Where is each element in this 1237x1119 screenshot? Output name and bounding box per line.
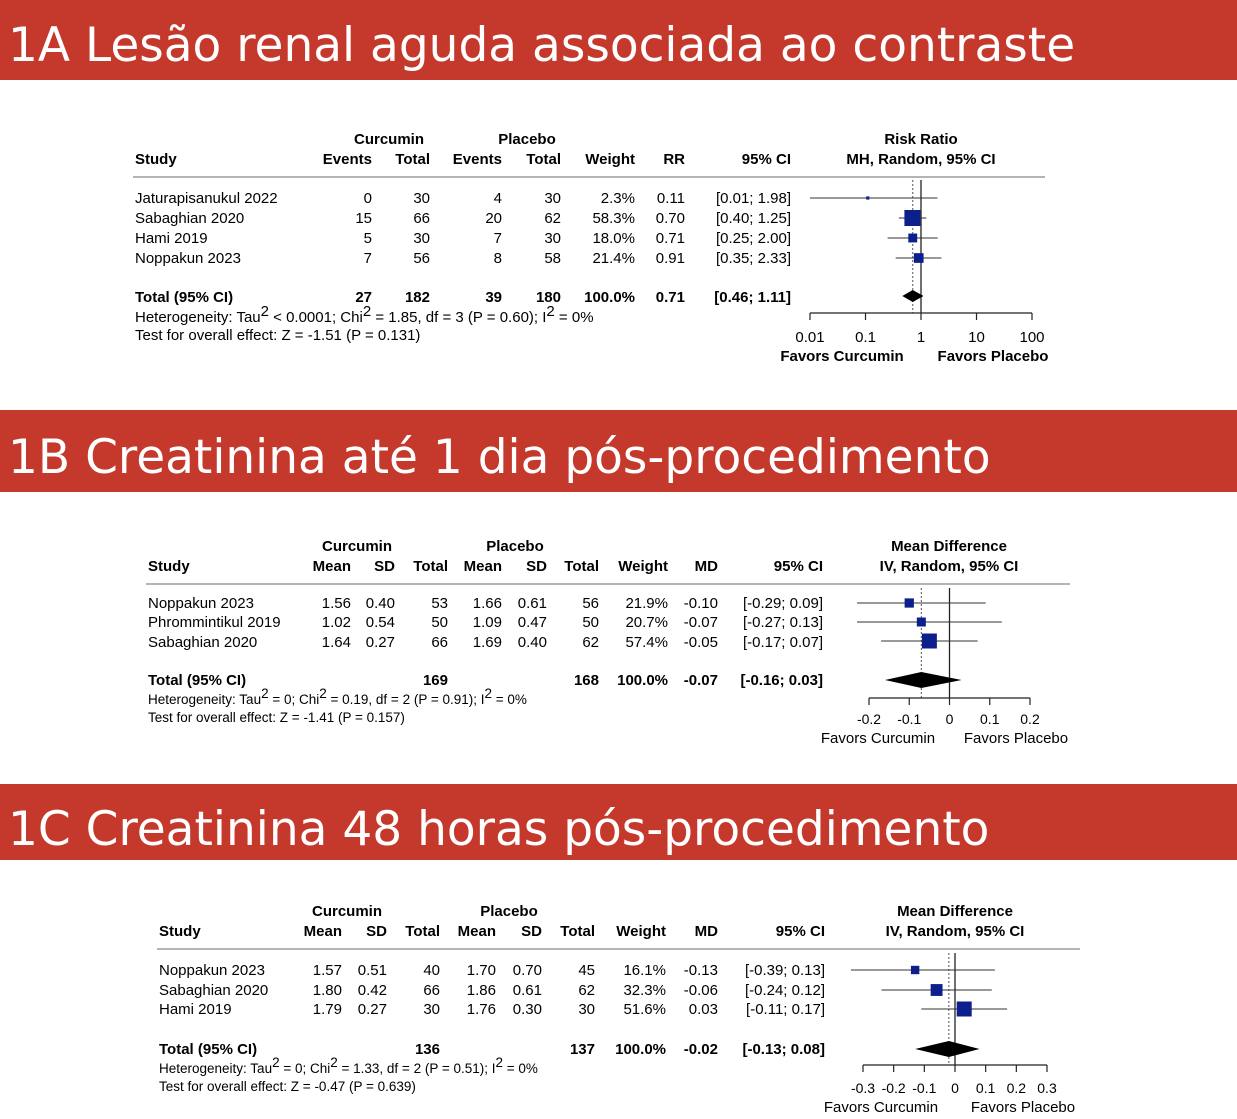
row-study-name: Phrommintikul 2019	[148, 614, 281, 631]
row-cell: 30	[413, 190, 430, 207]
row-cell: [-0.11; 0.17]	[746, 1001, 825, 1018]
plot-area-b	[857, 588, 1040, 727]
col-header: Total	[405, 923, 440, 940]
row-cell: [-0.17; 0.07]	[742, 634, 823, 651]
x-axis-tick-label: 0.2	[1006, 1080, 1027, 1096]
total-cell: [-0.13; 0.08]	[742, 1041, 825, 1058]
heterogeneity-text: Heterogeneity: Tau2 < 0.0001; Chi2 = 1.85, df = 3 (P = 0.60); I2 = 0%	[135, 303, 594, 326]
row-cell: 0.11	[656, 190, 685, 207]
col-header: Total	[564, 558, 599, 575]
plot-title: Mean Difference	[897, 903, 1013, 920]
plot-subtitle: IV, Random, 95% CI	[885, 923, 1025, 940]
row-cell: 5	[363, 230, 372, 247]
plot-title: Risk Ratio	[884, 131, 958, 148]
col-header: MD	[694, 923, 718, 940]
x-axis-tick-label: -0.3	[850, 1080, 876, 1096]
x-axis-tick-label: 0.3	[1037, 1080, 1057, 1096]
row-cell: 0.03	[688, 1001, 718, 1018]
study-estimate-square	[914, 253, 924, 263]
row-cell: 0.51	[357, 962, 387, 979]
x-axis-tick-label: -0.2	[856, 711, 882, 727]
row-cell: 62	[582, 634, 599, 651]
x-axis-tick-label: 10	[968, 329, 985, 346]
row-cell: 58.3%	[592, 210, 635, 227]
total-cell: 169	[422, 672, 448, 689]
col-header: RR	[663, 151, 685, 168]
group-label-placebo: Placebo	[486, 538, 544, 555]
study-header: Study	[159, 923, 201, 940]
row-cell: 0.40	[517, 634, 547, 651]
row-cell: 30	[423, 1001, 440, 1018]
forest-plot-b	[0, 510, 1237, 790]
overall-effect-text: Test for overall effect: Z = -0.47 (P = 0.639)	[159, 1079, 416, 1094]
row-cell: 0.40	[365, 595, 395, 612]
row-cell: 0	[363, 190, 372, 207]
total-cell: 27	[355, 289, 372, 306]
row-cell: 40	[423, 962, 440, 979]
col-header: Total	[560, 923, 595, 940]
row-cell: 0.61	[517, 595, 547, 612]
col-header: Weight	[585, 151, 635, 168]
row-cell: 30	[578, 1001, 595, 1018]
total-label: Total (95% CI)	[135, 289, 234, 306]
row-cell: [-0.29; 0.09]	[742, 595, 823, 612]
study-estimate-square	[957, 1002, 972, 1017]
row-cell: 45	[578, 962, 595, 979]
row-cell: 58	[544, 250, 561, 267]
favors-left-label: Favors Curcumin	[780, 348, 904, 365]
pooled-estimate-diamond	[902, 290, 923, 302]
row-cell: 4	[493, 190, 502, 207]
heterogeneity-text: Heterogeneity: Tau2 = 0; Chi2 = 1.33, df = 2 (P = 0.51); I2 = 0%	[159, 1055, 538, 1076]
row-cell: 30	[544, 230, 561, 247]
col-header: MD	[694, 558, 718, 575]
row-cell: 0.61	[512, 982, 542, 999]
overall-effect-text: Test for overall effect: Z = -1.51 (P = 0.131)	[135, 327, 421, 344]
row-cell: 50	[431, 614, 448, 631]
row-cell: 21.9%	[625, 595, 668, 612]
row-cell: -0.05	[683, 634, 718, 651]
total-cell: 168	[573, 672, 599, 689]
study-estimate-square	[917, 617, 926, 626]
pooled-estimate-diamond	[915, 1041, 979, 1057]
row-cell: 0.70	[512, 962, 542, 979]
row-cell: 51.6%	[623, 1001, 666, 1018]
row-cell: 1.02	[321, 614, 351, 631]
study-estimate-square	[905, 598, 914, 607]
total-cell: 100.0%	[615, 1041, 666, 1058]
row-cell: 0.47	[517, 614, 547, 631]
total-cell: [-0.16; 0.03]	[740, 672, 823, 689]
col-header: Weight	[616, 923, 666, 940]
row-cell: -0.06	[683, 982, 718, 999]
col-header: SD	[526, 558, 547, 575]
row-cell: [0.40; 1.25]	[715, 210, 791, 227]
row-study-name: Sabaghian 2020	[159, 982, 269, 999]
total-cell: 0.71	[655, 289, 685, 306]
row-cell: 1.70	[466, 962, 496, 979]
row-cell: 1.79	[312, 1001, 342, 1018]
col-header: Weight	[618, 558, 668, 575]
row-cell: 53	[431, 595, 448, 612]
plot-title: Mean Difference	[891, 538, 1007, 555]
favors-left-label: Favors Curcumin	[823, 1099, 939, 1116]
forest-plot-c	[0, 874, 1237, 1119]
favors-left-label: Favors Curcumin	[820, 730, 936, 747]
study-header: Study	[148, 558, 190, 575]
panel-title-banner-b	[0, 410, 1237, 492]
row-cell: 0.54	[365, 614, 395, 631]
favors-right-label: Favors Placebo	[963, 730, 1069, 747]
row-cell: 50	[582, 614, 599, 631]
row-study-name: Hami 2019	[159, 1001, 232, 1018]
group-label-curcumin: Curcumin	[311, 903, 383, 920]
row-cell: 0.27	[357, 1001, 387, 1018]
total-cell: -0.02	[683, 1041, 718, 1058]
row-cell: 1.86	[466, 982, 496, 999]
col-header: 95% CI	[773, 558, 823, 575]
x-axis-tick-label: 1	[916, 329, 926, 346]
plot-subtitle: IV, Random, 95% CI	[879, 558, 1019, 575]
study-header: Study	[135, 151, 177, 168]
col-header: Mean	[457, 923, 496, 940]
study-estimate-square	[922, 634, 937, 649]
favors-right-label: Favors Placebo	[970, 1099, 1076, 1116]
row-cell: 0.30	[512, 1001, 542, 1018]
total-cell: 100.0%	[584, 289, 635, 306]
row-cell: 66	[423, 982, 440, 999]
total-cell: 180	[535, 289, 561, 306]
total-label: Total (95% CI)	[148, 672, 247, 689]
row-cell: 2.3%	[600, 190, 635, 207]
row-cell: -0.13	[683, 962, 718, 979]
total-label: Total (95% CI)	[159, 1041, 258, 1058]
total-cell: 137	[569, 1041, 595, 1058]
row-study-name: Jaturapisanukul 2022	[135, 190, 278, 207]
overall-effect-text: Test for overall effect: Z = -1.41 (P = 0.157)	[148, 710, 405, 725]
row-cell: 1.76	[466, 1001, 496, 1018]
col-header: Events	[322, 151, 372, 168]
row-cell: 1.09	[472, 614, 502, 631]
col-header: SD	[521, 923, 542, 940]
col-header: Mean	[463, 558, 502, 575]
row-cell: 0.91	[655, 250, 685, 267]
forest-plot-a	[0, 100, 1237, 400]
panel-title-banner-a	[0, 0, 1237, 80]
col-header: Total	[395, 151, 430, 168]
row-cell: [0.35; 2.33]	[715, 250, 791, 267]
panel-title-c: 1C Creatinina 48 horas pós-procedimento	[8, 802, 990, 857]
total-cell: [0.46; 1.11]	[714, 289, 791, 306]
group-label-curcumin: Curcumin	[353, 131, 425, 148]
row-cell: -0.10	[683, 595, 718, 612]
row-cell: 8	[493, 250, 502, 267]
row-cell: [0.25; 2.00]	[715, 230, 791, 247]
panel-title-a: 1A Lesão renal aguda associada ao contraste	[8, 18, 1076, 73]
row-cell: [0.01; 1.98]	[715, 190, 791, 207]
row-cell: 18.0%	[592, 230, 635, 247]
row-cell: 7	[493, 230, 502, 247]
x-axis-tick-label: 0.01	[795, 329, 825, 346]
x-axis-tick-label: 0.1	[855, 329, 876, 346]
row-study-name: Hami 2019	[135, 230, 208, 247]
x-axis-tick-label: -0.2	[881, 1080, 906, 1096]
col-header: Mean	[312, 558, 351, 575]
row-cell: 1.57	[312, 962, 342, 979]
plot-area-a	[795, 180, 1044, 346]
row-cell: 20	[485, 210, 502, 227]
x-axis-tick-label: 0.2	[1020, 711, 1040, 727]
row-cell: 0.27	[365, 634, 395, 651]
col-header: SD	[374, 558, 395, 575]
row-cell: 66	[431, 634, 448, 651]
row-cell: 20.7%	[625, 614, 668, 631]
row-study-name: Noppakun 2023	[148, 595, 254, 612]
col-header: Total	[526, 151, 561, 168]
row-cell: 0.70	[655, 210, 685, 227]
group-label-curcumin: Curcumin	[321, 538, 393, 555]
row-cell: 1.66	[472, 595, 502, 612]
x-axis-tick-label: -0.1	[897, 711, 922, 727]
x-axis-tick-label: 0	[951, 1080, 959, 1096]
row-cell: 30	[413, 230, 430, 247]
row-cell: 1.64	[321, 634, 351, 651]
study-estimate-square	[866, 196, 869, 199]
row-cell: 7	[363, 250, 372, 267]
row-cell: 1.69	[472, 634, 502, 651]
row-study-name: Sabaghian 2020	[135, 210, 245, 227]
col-header: SD	[366, 923, 387, 940]
total-cell: -0.07	[683, 672, 718, 689]
total-cell: 39	[485, 289, 502, 306]
panel-title-banner-c	[0, 784, 1237, 860]
group-label-placebo: Placebo	[480, 903, 538, 920]
row-cell: -0.07	[683, 614, 718, 631]
x-axis-tick-label: 0.1	[980, 711, 1000, 727]
row-study-name: Sabaghian 2020	[148, 634, 258, 651]
row-cell: [-0.39; 0.13]	[744, 962, 825, 979]
row-cell: 57.4%	[625, 634, 668, 651]
total-cell: 136	[414, 1041, 440, 1058]
row-cell: 56	[582, 595, 599, 612]
row-cell: [-0.27; 0.13]	[742, 614, 823, 631]
col-header: Mean	[303, 923, 342, 940]
x-axis-tick-label: 0	[945, 711, 954, 727]
row-cell: 62	[578, 982, 595, 999]
total-cell: 182	[404, 289, 430, 306]
x-axis-tick-label: -0.1	[912, 1080, 937, 1096]
study-estimate-square	[911, 966, 919, 974]
row-cell: 15	[355, 210, 372, 227]
heterogeneity-text: Heterogeneity: Tau2 = 0; Chi2 = 0.19, df = 2 (P = 0.91); I2 = 0%	[148, 686, 527, 707]
row-cell: 1.56	[321, 595, 351, 612]
row-cell: 16.1%	[623, 962, 666, 979]
col-header: Total	[413, 558, 448, 575]
plot-area-c	[851, 953, 1057, 1096]
row-cell: 0.42	[357, 982, 387, 999]
col-header: 95% CI	[741, 151, 791, 168]
row-cell: 30	[544, 190, 561, 207]
col-header: 95% CI	[775, 923, 825, 940]
study-estimate-square	[904, 210, 920, 226]
row-cell: 66	[413, 210, 430, 227]
panel-title-b: 1B Creatinina até 1 dia pós-procedimento	[8, 430, 991, 485]
row-cell: 32.3%	[623, 982, 666, 999]
group-label-placebo: Placebo	[498, 131, 556, 148]
row-cell: 1.80	[312, 982, 342, 999]
row-cell: 0.71	[655, 230, 685, 247]
x-axis-tick-label: 0.1	[975, 1080, 996, 1096]
plot-subtitle: MH, Random, 95% CI	[846, 151, 996, 168]
row-cell: 62	[544, 210, 561, 227]
row-cell: [-0.24; 0.12]	[744, 982, 825, 999]
study-estimate-square	[931, 984, 943, 996]
row-study-name: Noppakun 2023	[159, 962, 265, 979]
x-axis-tick-label: 100	[1019, 329, 1045, 346]
study-estimate-square	[908, 234, 917, 243]
row-cell: 56	[413, 250, 430, 267]
favors-right-label: Favors Placebo	[937, 348, 1049, 365]
row-study-name: Noppakun 2023	[135, 250, 241, 267]
total-cell: 100.0%	[617, 672, 668, 689]
col-header: Events	[452, 151, 502, 168]
row-cell: 21.4%	[592, 250, 635, 267]
